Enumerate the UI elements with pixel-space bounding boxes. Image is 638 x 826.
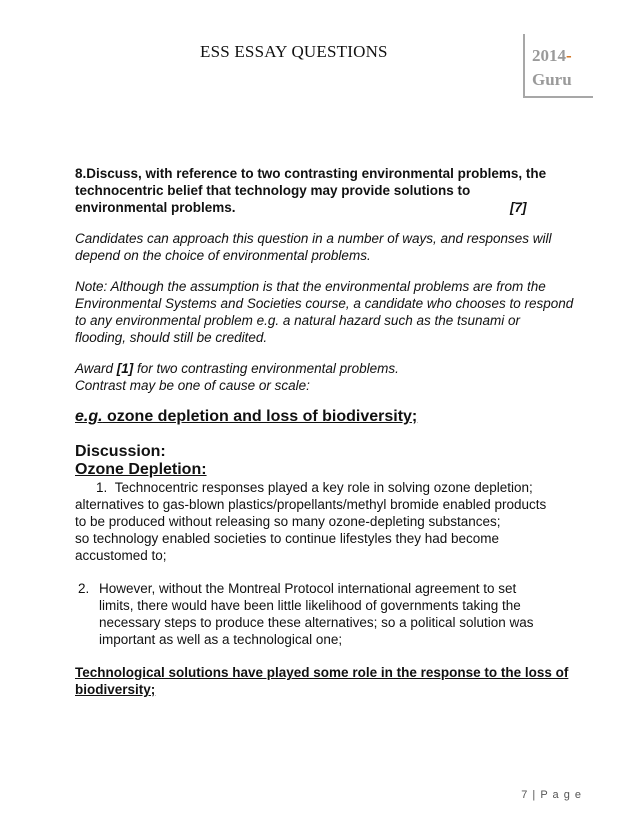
list-item-line: accustomed to; [75,548,167,563]
note-line: Candidates can approach this question in a number of ways, and responses will [75,231,552,246]
header-year-dash: - [566,46,572,65]
subheading-line: biodiversity; [75,682,156,697]
page-number: 7 | P a g e [521,789,582,801]
document-body [75,165,595,698]
note-line: to any environmental problem e.g. a natural hazard such as the tsunami or [75,313,520,328]
list-item [75,580,595,648]
list-item-line: to be produced without releasing so many ozone-depleting substances; [75,514,501,529]
list-item-line: so technology enabled societies to continue lifestyles they had become [75,531,500,546]
note-line: Environmental Systems and Societies course, a candidate who chooses to respond [75,296,574,311]
example-eg: e.g. [75,408,103,425]
award-prefix: Award [75,361,117,376]
list-item-number: 1. [96,480,108,495]
note-line: flooding, should still be credited. [75,330,268,345]
header-author: Guru [532,70,572,89]
example-text: ozone depletion and loss of biodiversity; [102,408,418,425]
header-divider-vertical [523,34,525,96]
note-paragraph [75,278,595,346]
award-paragraph [75,360,595,394]
subheading-line: Technological solutions have played some role in the response to the loss of [75,665,569,680]
note-line: Note: Although the assumption is that the environmental problems are from the [75,279,546,294]
list-item-text: Technocentric responses played a key role in solving ozone depletion; [114,480,533,495]
question-line: 8.Discuss, with reference to two contrasting environmental problems, the [75,166,547,181]
header-year-text: 2014 [532,46,566,65]
list-item-line: However, without the Montreal Protocol international agreement to set [99,581,517,596]
list-item-number: 2. [78,581,90,596]
list-item-line [75,479,595,496]
note-line: depend on the choice of environmental problems. [75,248,371,263]
question-prompt [75,165,595,216]
list-item-line: important as well as a technological one; [99,632,343,647]
header-divider-horizontal [523,96,593,98]
example-heading [75,408,595,426]
discussion-heading: Discussion: [75,443,166,460]
ozone-subheading: Ozone Depletion: [75,461,207,478]
list-item [75,479,595,564]
list-item-line: limits, there would have been little likelihood of governments taking the [99,598,521,613]
question-line-text: environmental problems. [75,200,236,215]
award-line: Contrast may be one of cause or scale: [75,378,310,393]
award-mark: [1] [116,361,134,376]
technology-subheading [75,664,595,698]
award-line [75,360,595,377]
list-item-line: alternatives to gas-blown plastics/propellants/methyl bromide enabled products [75,497,547,512]
list-item-line: necessary steps to produce these alternatives; so a political solution was [99,615,534,630]
question-line [75,199,595,216]
award-suffix: for two contrasting environmental problems. [133,361,399,376]
header-title: ESS ESSAY QUESTIONS [200,42,388,61]
question-line: technocentric belief that technology may provide solutions to [75,183,471,198]
header-year [532,46,572,66]
question-marks: [7] [510,200,527,215]
note-paragraph [75,230,595,264]
